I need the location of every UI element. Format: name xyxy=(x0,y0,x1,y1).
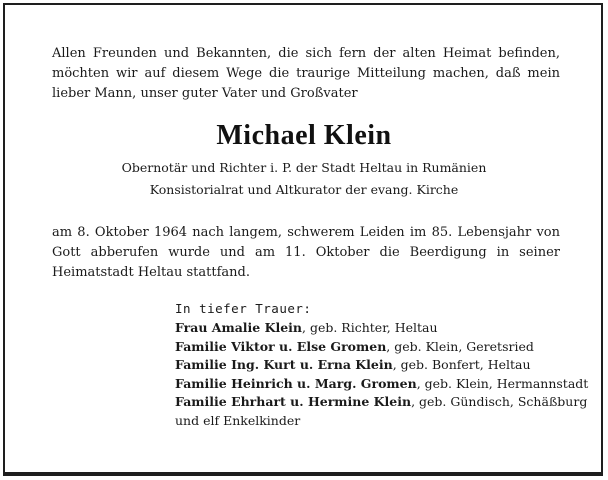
mourner-line xyxy=(175,338,575,357)
mourner-line xyxy=(175,375,589,394)
mourner-detail: , geb. Klein, Hermannstadt xyxy=(416,375,589,391)
death-announcement-paragraph: am 8. Oktober 1964 nach langem, schwerem Leiden im 85. Lebensjahr von Gott abberufen wurde und am 11. Oktober die Beerdigung in seiner Heimatstadt Heltau stattfand. xyxy=(52,225,560,280)
deceased-title-line-2: Konsistorialrat und Altkurator der evang. Kirche xyxy=(149,182,459,197)
deceased-name: Michael Klein xyxy=(216,120,392,151)
mourner-name: Familie Heinrich u. Marg. Gromen xyxy=(175,375,417,391)
mourner-detail: , geb. Bonfert, Heltau xyxy=(392,357,531,372)
mourner-detail: , geb. Klein, Geretsried xyxy=(386,338,534,354)
mourner-line xyxy=(175,319,575,338)
mourner-name: Familie Ing. Kurt u. Erna Klein xyxy=(175,357,393,372)
deceased-title-line-1: Obernotär und Richter i. P. der Stadt Heltau in Rumänien xyxy=(121,160,487,175)
mourner-name: Familie Viktor u. Else Gromen xyxy=(175,338,387,354)
mourner-name: Frau Amalie Klein xyxy=(175,320,303,335)
mourners-closing: und elf Enkelkinder xyxy=(175,412,301,428)
mourner-detail: , geb. Gündisch, Schäßburg xyxy=(411,394,588,409)
mourners-heading: In tiefer Trauer: xyxy=(175,301,312,316)
mourner-name: Familie Ehrhart u. Hermine Klein xyxy=(175,394,412,409)
mourner-detail: , geb. Richter, Heltau xyxy=(302,320,438,335)
mourner-line xyxy=(175,393,588,412)
mourners-block xyxy=(175,299,589,430)
mourner-line xyxy=(175,356,575,375)
intro-paragraph: Allen Freunden und Bekannten, die sich fern der alten Heimat befinden, möchten wir auf diesem Wege die traurige Mitteilung machen, daß mein lieber Mann, unser guter Vater und Großvater xyxy=(52,46,560,101)
